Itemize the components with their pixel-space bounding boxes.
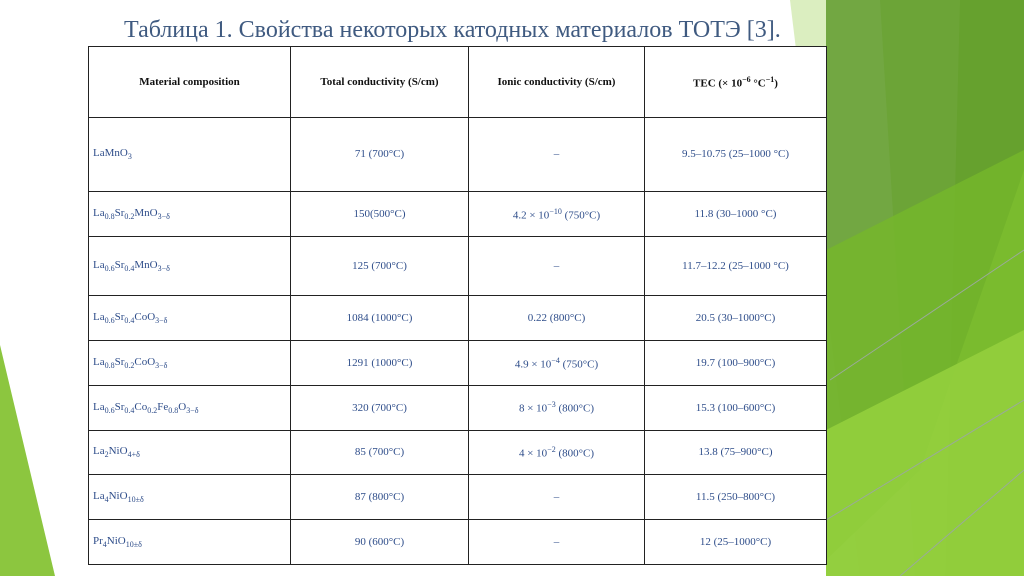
formula-text: La <box>93 258 105 271</box>
cathode-properties-table <box>88 46 827 565</box>
total-conductivity-cell: 87 (800°C) <box>291 475 469 520</box>
formula-subscript: 0.6 <box>104 405 115 415</box>
formula-text: La <box>93 400 105 413</box>
table-row <box>89 475 827 520</box>
tec-cell: 13.8 (75–900°C) <box>645 430 827 475</box>
formula-subscript: 0.6 <box>104 264 115 274</box>
tec-cell: 15.3 (100–600°C) <box>645 385 827 430</box>
formula-subscript: 3−δ <box>186 405 199 415</box>
material-cell <box>89 385 291 430</box>
material-cell <box>89 430 291 475</box>
tec-cell: 11.5 (250–800°C) <box>645 475 827 520</box>
formula-text: Co <box>134 400 148 413</box>
tec-cell: 9.5–10.75 (25–1000 °C) <box>645 118 827 192</box>
formula-subscript: 0.6 <box>104 316 115 326</box>
ionic-conductivity-cell: – <box>469 475 645 520</box>
formula-subscript: 3−δ <box>157 264 170 274</box>
table-row <box>89 191 827 236</box>
material-cell <box>89 296 291 341</box>
table-row <box>89 430 827 475</box>
ionic-conductivity-cell: 0.22 (800°C) <box>469 296 645 341</box>
formula-text: Sr <box>114 310 125 323</box>
ionic-conductivity-cell: – <box>469 520 645 565</box>
ionic-base: 4.2 × 10 <box>512 209 550 222</box>
tec-cell: 12 (25–1000°C) <box>645 520 827 565</box>
slide-title: Таблица 1. Свойства некоторых катодных материалов ТОТЭ [3]. <box>124 17 781 43</box>
formula-text: Sr <box>114 355 125 368</box>
formula-subscript: 10±δ <box>127 495 144 505</box>
formula-text: MnO <box>134 258 158 271</box>
material-cell <box>89 236 291 295</box>
ionic-conductivity-cell <box>469 191 645 236</box>
formula-subscript: 3 <box>127 152 132 162</box>
ionic-temp: (800°C) <box>555 402 595 415</box>
header-tec <box>645 47 827 118</box>
ionic-base: 8 × 10 <box>518 402 548 415</box>
formula-text: La <box>93 490 105 503</box>
tec-cell: 19.7 (100–900°C) <box>645 340 827 385</box>
table-row <box>89 118 827 192</box>
ionic-temp: (750°C) <box>559 358 599 371</box>
header-total-conductivity: Total conductivity (S/cm) <box>291 47 469 118</box>
table-row <box>89 340 827 385</box>
ionic-exponent: −10 <box>549 206 562 216</box>
formula-text: La <box>93 445 105 458</box>
formula-text: Pr <box>93 534 103 547</box>
formula-subscript: 2 <box>104 450 109 460</box>
total-conductivity-cell: 71 (700°C) <box>291 118 469 192</box>
material-cell <box>89 340 291 385</box>
formula-subscript: 3−δ <box>155 360 168 370</box>
material-cell <box>89 520 291 565</box>
ionic-conductivity-cell: – <box>469 236 645 295</box>
ionic-conductivity-cell <box>469 385 645 430</box>
formula-subscript: 0.8 <box>104 211 115 221</box>
ionic-conductivity-cell: – <box>469 118 645 192</box>
formula-subscript: 4+δ <box>127 450 140 460</box>
total-conductivity-cell: 125 (700°C) <box>291 236 469 295</box>
formula-text: Fe <box>157 400 169 413</box>
formula-subscript: 4 <box>102 540 107 550</box>
formula-subscript: 0.4 <box>124 316 135 326</box>
formula-subscript: 0.4 <box>124 405 135 415</box>
tec-mid: °C <box>750 77 766 90</box>
table-body <box>89 118 827 565</box>
tec-cell: 20.5 (30–1000°C) <box>645 296 827 341</box>
total-conductivity-cell: 320 (700°C) <box>291 385 469 430</box>
total-conductivity-cell: 85 (700°C) <box>291 430 469 475</box>
formula-text: Sr <box>114 206 125 219</box>
total-conductivity-cell: 90 (600°C) <box>291 520 469 565</box>
ionic-conductivity-cell <box>469 340 645 385</box>
table-row <box>89 520 827 565</box>
ionic-conductivity-cell <box>469 430 645 475</box>
tec-exp1: −6 <box>742 74 751 84</box>
formula-text: NiO <box>106 534 126 547</box>
formula-subscript: 0.2 <box>124 211 135 221</box>
table-row <box>89 236 827 295</box>
formula-text: NiO <box>108 490 128 503</box>
formula-text: CoO <box>134 355 156 368</box>
material-cell <box>89 191 291 236</box>
formula-text: Sr <box>114 258 125 271</box>
ionic-base: 4.9 × 10 <box>514 358 552 371</box>
ionic-exponent: −4 <box>551 355 560 365</box>
header-ionic-conductivity: Ionic conductivity (S/cm) <box>469 47 645 118</box>
table-row <box>89 296 827 341</box>
formula-text: La <box>93 310 105 323</box>
ionic-temp: (750°C) <box>561 209 601 222</box>
ionic-temp: (800°C) <box>555 447 595 460</box>
total-conductivity-cell: 1084 (1000°C) <box>291 296 469 341</box>
tec-cell: 11.7–12.2 (25–1000 °C) <box>645 236 827 295</box>
tec-cell: 11.8 (30–1000 °C) <box>645 191 827 236</box>
formula-subscript: 0.2 <box>124 360 135 370</box>
total-conductivity-cell: 150(500°C) <box>291 191 469 236</box>
ionic-exponent: −3 <box>547 400 556 410</box>
tec-suffix: ) <box>774 77 778 90</box>
material-cell <box>89 118 291 192</box>
formula-subscript: 0.4 <box>124 264 135 274</box>
formula-text: O <box>178 400 187 413</box>
formula-text: La <box>93 355 105 368</box>
formula-subscript: 3−δ <box>157 211 170 221</box>
formula-text: Sr <box>114 400 125 413</box>
formula-text: La <box>93 206 105 219</box>
ionic-exponent: −2 <box>547 445 556 455</box>
table-row <box>89 385 827 430</box>
ionic-base: 4 × 10 <box>518 447 548 460</box>
header-row <box>89 47 827 118</box>
formula-text: CoO <box>134 310 156 323</box>
formula-subscript: 4 <box>104 495 109 505</box>
formula-text: NiO <box>108 445 128 458</box>
left-accent-triangle <box>0 345 55 576</box>
total-conductivity-cell: 1291 (1000°C) <box>291 340 469 385</box>
formula-text: LaMnO <box>93 147 128 160</box>
formula-subscript: 10±δ <box>125 540 142 550</box>
formula-subscript: 0.8 <box>104 360 115 370</box>
tec-prefix: TEC (× 10 <box>693 77 743 90</box>
tec-exp2: −1 <box>765 74 775 84</box>
header-material: Material composition <box>89 47 291 118</box>
formula-subscript: 0.2 <box>147 405 158 415</box>
material-cell <box>89 475 291 520</box>
formula-subscript: 0.8 <box>168 405 179 415</box>
formula-subscript: 3−δ <box>155 316 168 326</box>
formula-text: MnO <box>134 206 158 219</box>
